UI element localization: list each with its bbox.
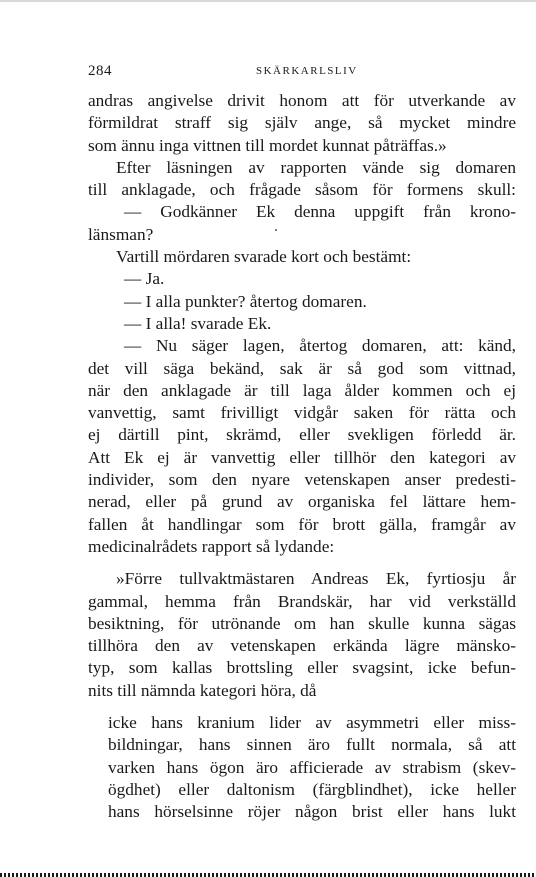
page-header [88, 63, 516, 83]
text-line: Efter läsningen av rapporten vände sig domaren [116, 157, 516, 177]
text-line: ej därtill pint, skrämd, eller svekligen förledd är. [88, 425, 516, 445]
text-line: gammal, hemma från Brandskär, har vid verkställd [88, 591, 516, 611]
text-line: tillhöra den av vetenskapen erkända lägre mänsko- [88, 636, 516, 656]
text-line: nerad, eller på grund av organiska fel lättare hem- [88, 492, 516, 512]
text-line: länsman? [88, 224, 154, 244]
text-line: besiktning, för utrönande om han skulle kunna sägas [88, 613, 516, 633]
running-title: SKÄRKARLSLIV [256, 65, 358, 77]
body-text [88, 90, 516, 824]
text-line: vanvettig, samt frivilligt vidgår saken för rätta och [88, 403, 516, 423]
text-line: icke hans kranium lider av asymmetri eller miss- [108, 713, 516, 733]
text-line: — I alla! svarade Ek. [124, 313, 272, 333]
text-line: — Nu säger lagen, återtog domaren, att: känd, [124, 336, 516, 356]
text-line: andras angivelse drivit honom att för utverkande av [88, 91, 516, 110]
text-line: — I alla punkter? återtog domaren. [124, 291, 367, 311]
text-line: hans hörselsinne röjer någon brist eller hans lukt [108, 802, 516, 822]
text-line: bildningar, hans sinnen äro fullt normala, så att [108, 735, 516, 755]
text-line: typ, som kallas brottsling eller svagsint, icke befun- [88, 658, 516, 678]
text-line: Att Ek ej är vanvettig eller tillhör den kategori av [88, 447, 516, 467]
text-line: — Godkänner Ek denna uppgift från krono- [124, 202, 516, 222]
text-line: varken hans ögon äro afficierade av strabism (skev- [108, 757, 516, 777]
text-line: medicinalrådets rapport så lydande: [88, 536, 335, 556]
text-line: fallen åt handlingar som för brott gälla, framgår av [88, 514, 516, 534]
page-bottom-edge [0, 873, 536, 877]
text-line: nits till nämnda kategori höra, då [88, 680, 317, 700]
text-line: förmildrat straff sig själv ange, så mycket mindre [88, 113, 516, 133]
text-line: det vill säga bekänd, sak är så god som vittnad, [88, 358, 516, 378]
text-line: till anklagade, och frågade såsom för formens skull: [88, 180, 516, 200]
paragraph-gap [88, 558, 516, 568]
paragraph-gap [88, 702, 516, 712]
text-line: som ännu inga vittnen till mordet kunnat påträffas.» [88, 135, 447, 155]
indented-quote [108, 712, 516, 823]
text-line: »Förre tullvaktmästaren Andreas Ek, fyrtiosju år [116, 569, 516, 589]
page-number: 284 [88, 63, 112, 79]
page-top-edge [0, 0, 536, 2]
text-line: individer, som den nyare vetenskapen anser predesti- [88, 470, 516, 490]
text-line: Vartill mördaren svarade kort och bestämt: [116, 247, 412, 267]
text-line: när den anklagade är till laga ålder kommen och ej [88, 380, 516, 400]
text-line: ögdhet) eller daltonism (färgblindhet), icke heller [108, 779, 516, 799]
text-line: — Ja. [124, 269, 165, 289]
